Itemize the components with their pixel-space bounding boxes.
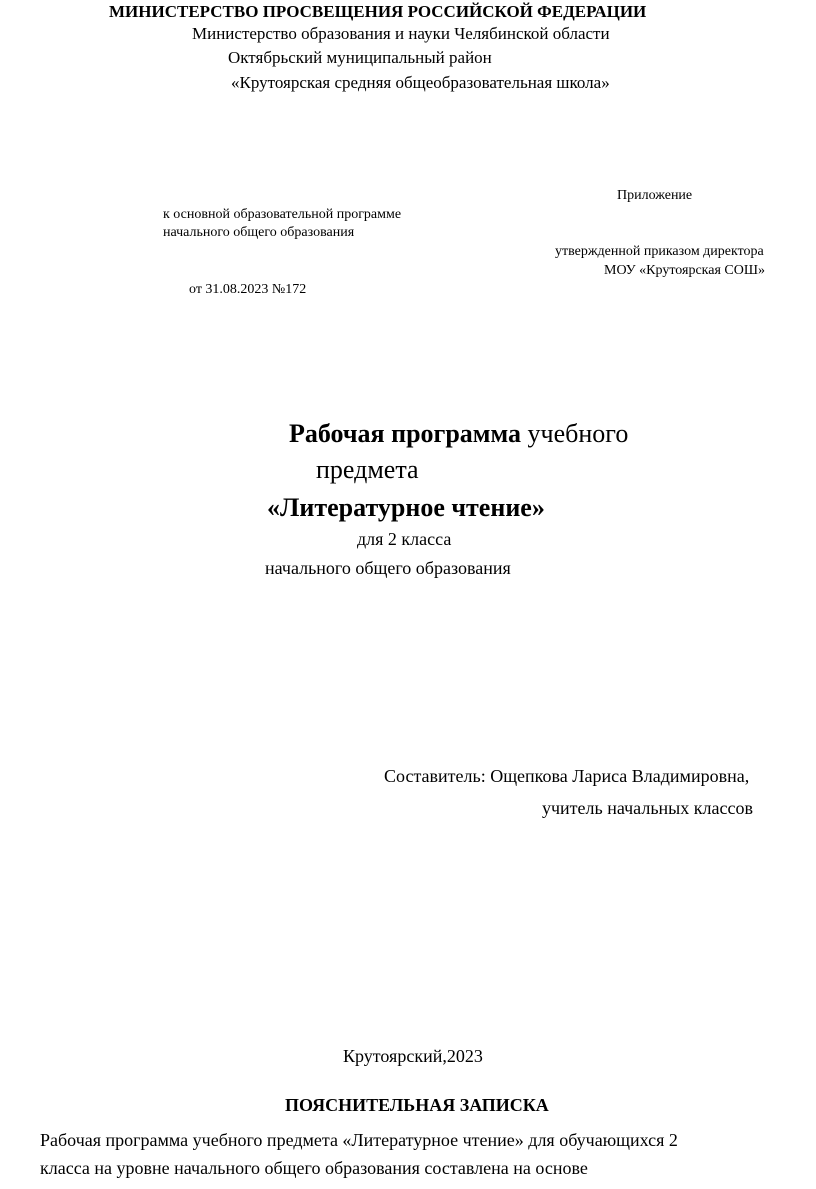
document-title-line-1 [289, 420, 628, 449]
title-normal-part: учебного [521, 419, 629, 448]
explanatory-note-line-1: Рабочая программа учебного предмета «Литературное чтение» для обучающихся 2 [40, 1130, 678, 1150]
school-name-line: «Крутоярская средняя общеобразовательная школа» [231, 73, 610, 92]
ministry-federal-heading: МИНИСТЕРСТВО ПРОСВЕЩЕНИЯ РОССИЙСКОЙ ФЕДЕРАЦИИ [109, 2, 647, 21]
grade-line: для 2 класса [357, 529, 452, 549]
author-line: Составитель: Ощепкова Лариса Владимировна, [384, 766, 750, 786]
district-line: Октябрьский муниципальный район [228, 48, 492, 67]
to-program-line-1: к основной образовательной программе [163, 207, 402, 222]
education-level-line: начального общего образования [265, 558, 511, 578]
organization-line: МОУ «Крутоярская СОШ» [604, 263, 765, 278]
explanatory-note-heading: ПОЯСНИТЕЛЬНАЯ ЗАПИСКА [285, 1095, 549, 1115]
document-title-line-2: предмета [316, 455, 419, 484]
author-position-line: учитель начальных классов [542, 798, 753, 818]
approved-by-line: утвержденной приказом директора [555, 244, 764, 259]
subject-name: «Литературное чтение» [267, 493, 545, 522]
order-line: от 31.08.2023 №172 [189, 282, 307, 297]
title-bold-part: Рабочая программа [289, 419, 522, 448]
ministry-regional-line: Министерство образования и науки Челябинской области [192, 24, 610, 43]
explanatory-note-line-2: класса на уровне начального общего образования составлена на основе [40, 1158, 588, 1178]
to-program-line-2: начального общего образования [163, 225, 355, 240]
appendix-label: Приложение [617, 188, 693, 203]
place-year-line: Крутоярский,2023 [343, 1046, 483, 1066]
